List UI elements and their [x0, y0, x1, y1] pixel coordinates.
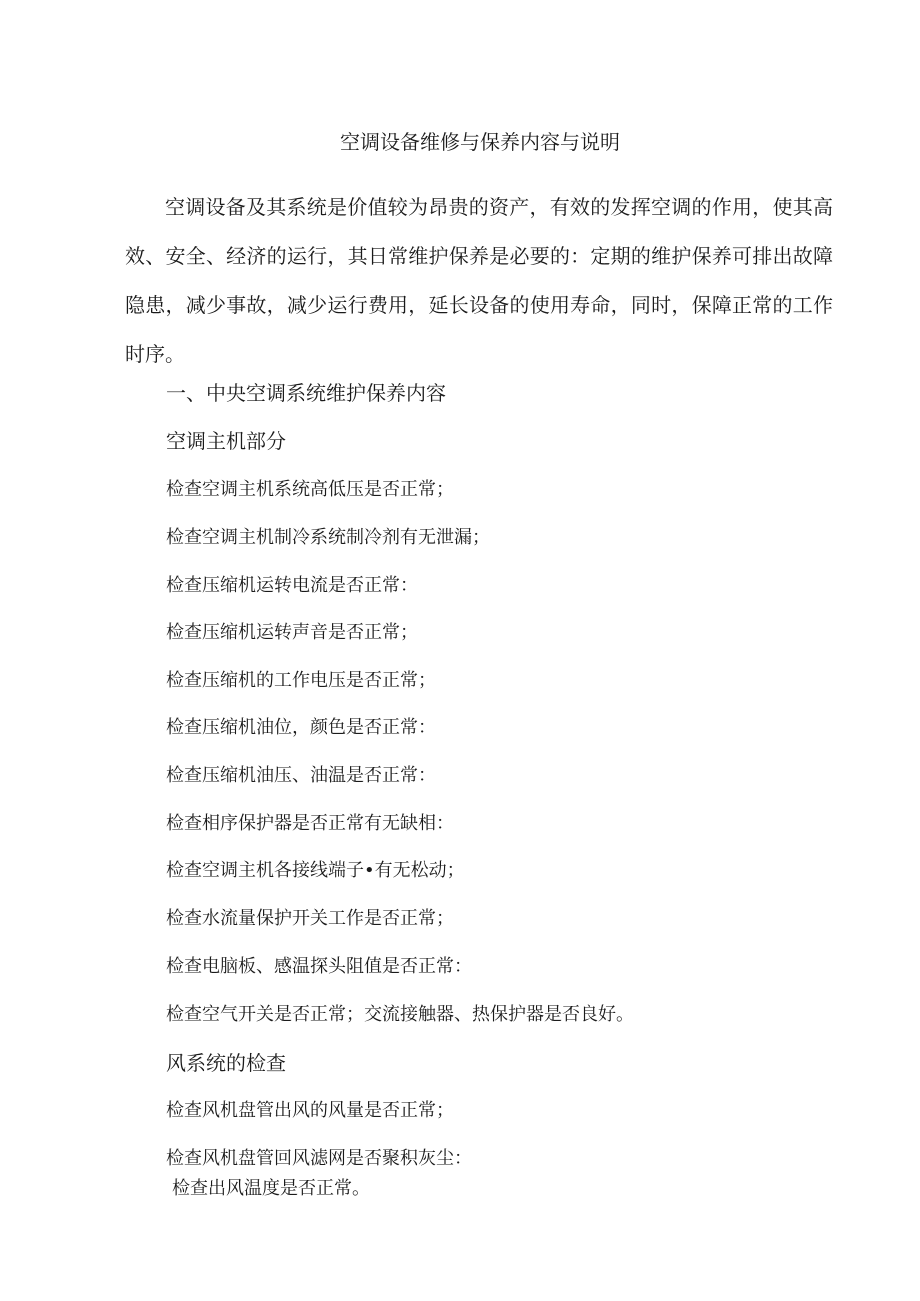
intro-paragraph: 空调设备及其系统是价值较为昂贵的资产，有效的发挥空调的作用，使其高效、安全、经济的运行，其日常维护保养是必要的：定期的维护保养可排出故障隐患，减少事故，减少运行费用，延长设备的使用寿命，同时，保障正常的工作时序。 — [125, 195, 833, 366]
list-item: 检查风机盘管出风的风量是否正常； — [166, 1100, 454, 1121]
list-item: 检查相序保护器是否正常有无缺相： — [166, 813, 454, 834]
list-item: 检查压缩机油位，颜色是否正常： — [166, 717, 436, 738]
list-item: 检查空调主机系统高低压是否正常； — [166, 479, 454, 500]
list-item: 检查压缩机的工作电压是否正常； — [166, 670, 436, 691]
list-item: 检查电脑板、感温探头阻值是否正常： — [166, 956, 472, 977]
list-item: 检查压缩机运转声音是否正常； — [166, 622, 418, 643]
subheading-host-part: 空调主机部分 — [166, 429, 286, 453]
list-item: 检查压缩机运转电流是否正常： — [166, 575, 418, 596]
subheading-air-system: 风系统的检查 — [166, 1051, 286, 1075]
list-item: 检查空气开关是否正常；交流接触器、热保护器是否良好。 — [166, 1004, 634, 1025]
list-item: 检查空调主机制冷系统制冷剂有无泄漏； — [166, 527, 490, 548]
list-item: 检查水流量保护开关工作是否正常； — [166, 908, 454, 929]
list-item: 检查空调主机各接线端子•有无松动； — [166, 860, 465, 881]
document-title: 空调设备维修与保养内容与说明 — [340, 130, 620, 154]
section-heading-central-ac: 一、中央空调系统维护保养内容 — [166, 381, 446, 405]
list-item: 检查风机盘管回风滤网是否聚积灰尘： — [166, 1148, 472, 1169]
list-item: 检查压缩机油压、油温是否正常： — [166, 765, 436, 786]
list-item: 检查出风温度是否正常。 — [172, 1178, 370, 1199]
